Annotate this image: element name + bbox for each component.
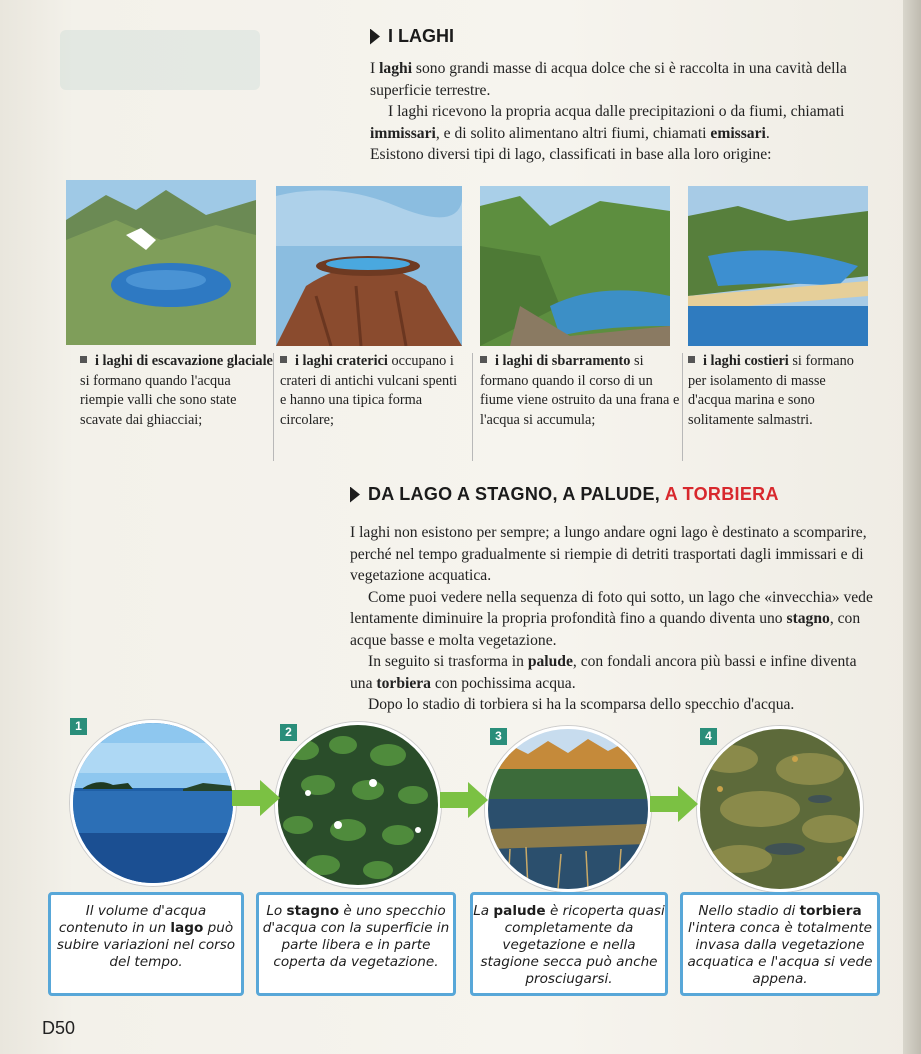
- stage-box-peat-bog: Nello stadio di torbiera l'intera conca è totalmente invasa dalla vegetazione acquatica e l'acqua si vede appena.: [680, 892, 880, 996]
- stage-box-lake: Il volume d'acqua contenuto in un lago può subire variazioni nel corso del tempo.: [48, 892, 244, 996]
- lake-evolution-paragraph: [350, 522, 880, 716]
- square-bullet-icon: [280, 356, 287, 363]
- lake-photo: [70, 720, 236, 886]
- column-divider: [273, 353, 274, 461]
- caption-glacial-lakes: i laghi di escavazione glaciale si formano quando l'acqua riempie valli che sono state scavate dai ghiacciai;: [80, 353, 273, 428]
- coastal-lake-illustration: [688, 186, 868, 351]
- intro-line-2: I laghi ricevono la propria acqua dalle precipitazioni o da fiumi, chiamati immissari, e di solito alimentano altri fiumi, chiamati emissari.: [370, 103, 845, 142]
- pond-photo: [275, 722, 441, 888]
- evolution-line-1: I laghi non esistono per sempre; a lungo andare ogni lago è destinato a scomparire, perché nel tempo gradualmente si riempie di detriti trasportati dagli immissari e di vegetazione acquatica.: [350, 524, 867, 584]
- stage-number-4: 4: [700, 728, 717, 745]
- square-bullet-icon: [688, 356, 695, 363]
- dammed-lake-illustration: [480, 186, 670, 351]
- square-bullet-icon: [80, 356, 87, 363]
- intro-line-1: I laghi sono grandi masse di acqua dolce che si è raccolta in una cavità della superficie terrestre.: [370, 60, 847, 99]
- section-title-laghi: I LAGHI: [370, 26, 454, 47]
- stage-number-3: 3: [490, 728, 507, 745]
- column-divider: [682, 353, 683, 461]
- glacial-lake-illustration: [66, 180, 256, 345]
- faint-background-print: [60, 30, 260, 90]
- stage-number-2: 2: [280, 724, 297, 741]
- crater-lake-illustration: [276, 186, 462, 351]
- stage-number-1: 1: [70, 718, 87, 735]
- stage-box-pond: Lo stagno è uno specchio d'acqua con la superficie in parte libera e in parte coperta da vegetazione.: [256, 892, 456, 996]
- page-edge: [903, 0, 921, 1054]
- marsh-photo: [485, 726, 651, 892]
- intro-paragraph: [370, 58, 880, 166]
- square-bullet-icon: [480, 356, 487, 363]
- intro-line-3: Esistono diversi tipi di lago, classificati in base alla loro origine:: [370, 146, 772, 163]
- stage-box-marsh: La palude è ricoperta quasi completamente da vegetazione e nella stagione secca può anche prosciugarsi.: [470, 892, 668, 996]
- peat-bog-photo: [697, 726, 863, 892]
- arrow-right-icon: [232, 780, 280, 816]
- arrow-right-icon: [650, 786, 698, 822]
- evolution-line-4: Dopo lo stadio di torbiera si ha la scomparsa dello specchio d'acqua.: [368, 696, 795, 713]
- caption-dammed-lakes: i laghi di sbarramento si formano quando il corso di un fiume viene ostruito da una frana e l'acqua si accumula;: [480, 353, 680, 428]
- column-divider: [472, 353, 473, 461]
- evolution-line-2: Come puoi vedere nella sequenza di foto qui sotto, un lago che «invecchia» vede lentamente diminuire la propria profondità fino a quando diventa uno stagno, con acque basse e molta vegetazione.: [350, 588, 873, 649]
- section-title-da-lago: DA LAGO A STAGNO, A PALUDE, A TORBIERA: [350, 484, 779, 505]
- evolution-line-3: In seguito si trasforma in palude, con fondali ancora più bassi e infine diventa una torbiera con pochissima acqua.: [350, 653, 857, 692]
- triangle-bullet-icon: [370, 29, 380, 45]
- triangle-bullet-icon: [350, 487, 360, 503]
- caption-crater-lakes: i laghi craterici occupano i crateri di antichi vulcani spenti e hanno una tipica forma circolare;: [280, 353, 458, 428]
- arrow-right-icon: [440, 782, 488, 818]
- caption-coastal-lakes: i laghi costieri si formano per isolamento di masse d'acqua marina e sono solitamente salmastri.: [688, 353, 854, 428]
- page-number: D50: [42, 1018, 76, 1038]
